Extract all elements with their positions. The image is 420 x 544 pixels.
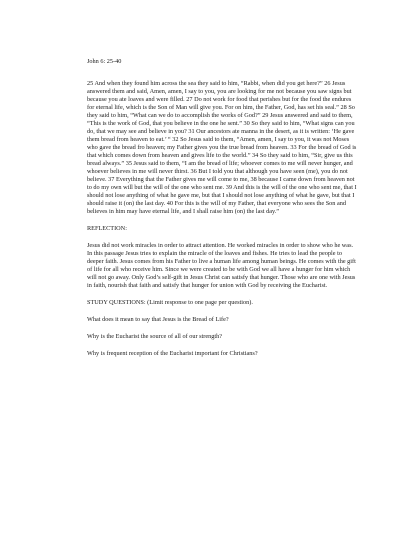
spacer — [87, 341, 357, 350]
study-question-3: Why is frequent reception of the Eucharist important for Christians? — [87, 350, 258, 357]
document-page — [87, 58, 357, 358]
spacer — [87, 233, 357, 242]
spacer — [87, 307, 357, 316]
scripture-passage: 25 And when they found him across the sea they said to him, “Rabbi, when did you get here?” 26 Jesus answered them and said, Amen, amen, I say to you, you are looking for me not because you saw signs but because you ate loaves and were filled. 27 Do not work for food that perishes but for the food the endures for eternal life, which is the Son of Man will give you. For on him, the Father, God, has set his seal.” 28 So they said to him, “What can we do to accomplish the works of God?” 29 Jesus answered and said to them, “This is the work of God, that you believe in the one he sent.” 30 So they said to him, “What signs can you do, that we may see and believe in you? 31 Our ancestors ate manna in the desert, as it is written: ‘He gave them bread from heaven to eat.’ “ 32 So Jesus said to them, “Amen, amen, I say to you, it was not Moses who gave the bread fro heaven; my Father gives you the true bread from heaven. 33 For the bread of God is that which comes down from heaven and gives life to the world.” 34 So they said to him, “Sir, give us this bread always.” 35 Jesus said to them, “I am the bread of life; whoever comes to me will never hunger, and whoever believes in me will never thirst. 36 But I told you that although you have seen (me), you do not believe. 37 Everything that the Father gives me will come to me, 38 because I came down from heaven not to do my own will but the will of the one who sent me. 39 And this is the will of the one who sent me, that I should not lose anything of what he gave me, but that I should not lose anything of what he gave, but that I should raise it (on) the last day. 40 For this is the will of my Father, that everyone who sees the Son and believes in him may have eternal life, and I shall raise him (on) the last day.” — [87, 80, 357, 215]
spacer — [87, 290, 357, 299]
spacer — [87, 216, 357, 225]
study-question-2: Why is the Eucharist the source of all of our strength? — [87, 333, 223, 340]
reflection-heading: REFLECTION: — [87, 225, 127, 232]
spacer — [87, 66, 357, 80]
reflection-text: Jesus did not work miracles in order to attract attention. He worked miracles in order to show who he was. In this passage Jesus tries to explain the miracle of the loaves and fishes. He tries to lead the people to deeper faith. Jesus comes from his Father to live a human life among human beings. He comes with the gift of life for all who receive him. Since we were created to be with God we all have a hunger for him which will not go away. Only God’s self-gift in Jesus Christ can satisfy that hunger. Those who are one with Jesus in faith, nourish that faith and satisfy that hunger for union with God by receiving the Eucharist. — [87, 242, 356, 289]
spacer — [87, 324, 357, 333]
study-questions-heading: STUDY QUESTIONS: (Limit response to one page per question). — [87, 299, 253, 306]
study-question-1: What does it mean to say that Jesus is the Bread of Life? — [87, 316, 229, 323]
scripture-reference: John 6: 25-40 — [87, 58, 122, 65]
